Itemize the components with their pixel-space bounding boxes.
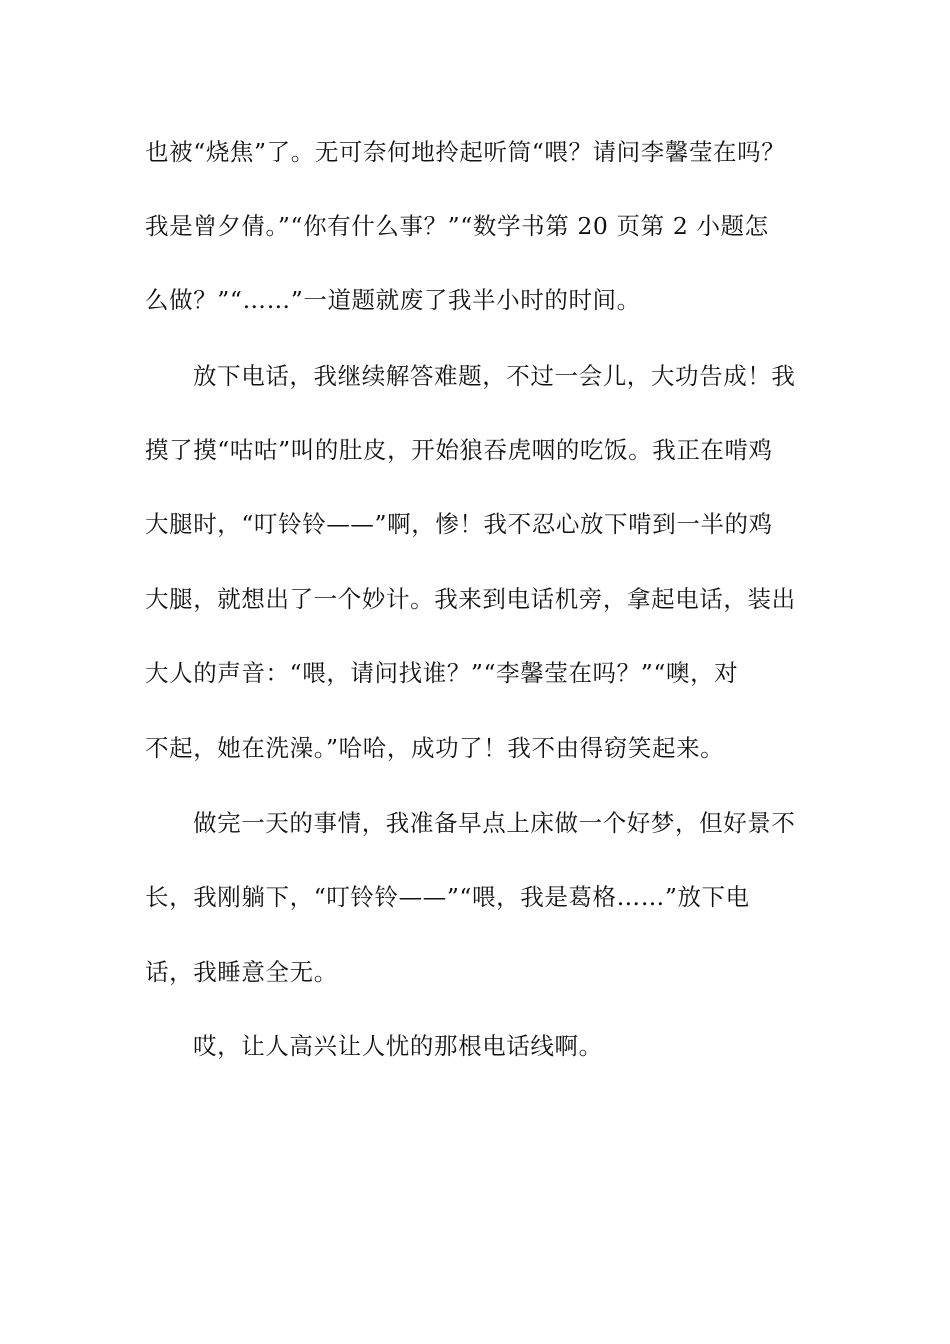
text-line: 大腿时，“叮铃铃——”啊，惨！我不忍心放下啃到一半的鸡 [145,510,773,538]
paragraph-first-line: 做完一天的事情，我准备早点上床做一个好梦，但好景不 [193,809,796,837]
text-line: 我是曾夕倩。”“你有什么事？”“数学书第 20 页第 2 小题怎 [145,212,769,240]
paragraph-first-line: 哎，让人高兴让人忧的那根电话线啊。 [193,1032,603,1060]
text-line: 摸了摸“咕咕”叫的肚皮，开始狼吞虎咽的吃饭。我正在啃鸡 [145,436,773,464]
text-line: 大人的声音：“喂，请问找谁？”“李馨莹在吗？”“噢，对 [145,659,739,687]
paragraph-first-line: 放下电话，我继续解答难题，不过一会儿，大功告成！我 [193,362,796,390]
text-line: 么做？”“……”一道题就废了我半小时的时间。 [145,286,641,314]
text-line: 不起，她在洗澡。”哈哈，成功了！我不由得窃笑起来。 [145,734,725,762]
text-line: 话，我睡意全无。 [145,958,338,986]
text-line: 长，我刚躺下，“叮铃铃——”“喂，我是葛格……”放下电 [145,883,750,911]
text-line: 大腿，就想出了一个妙计。我来到电话机旁，拿起电话，装出 [145,585,796,613]
text-line: 也被“烧焦”了。无可奈何地拎起听筒“喂？请问李馨莹在吗？ [145,138,786,166]
